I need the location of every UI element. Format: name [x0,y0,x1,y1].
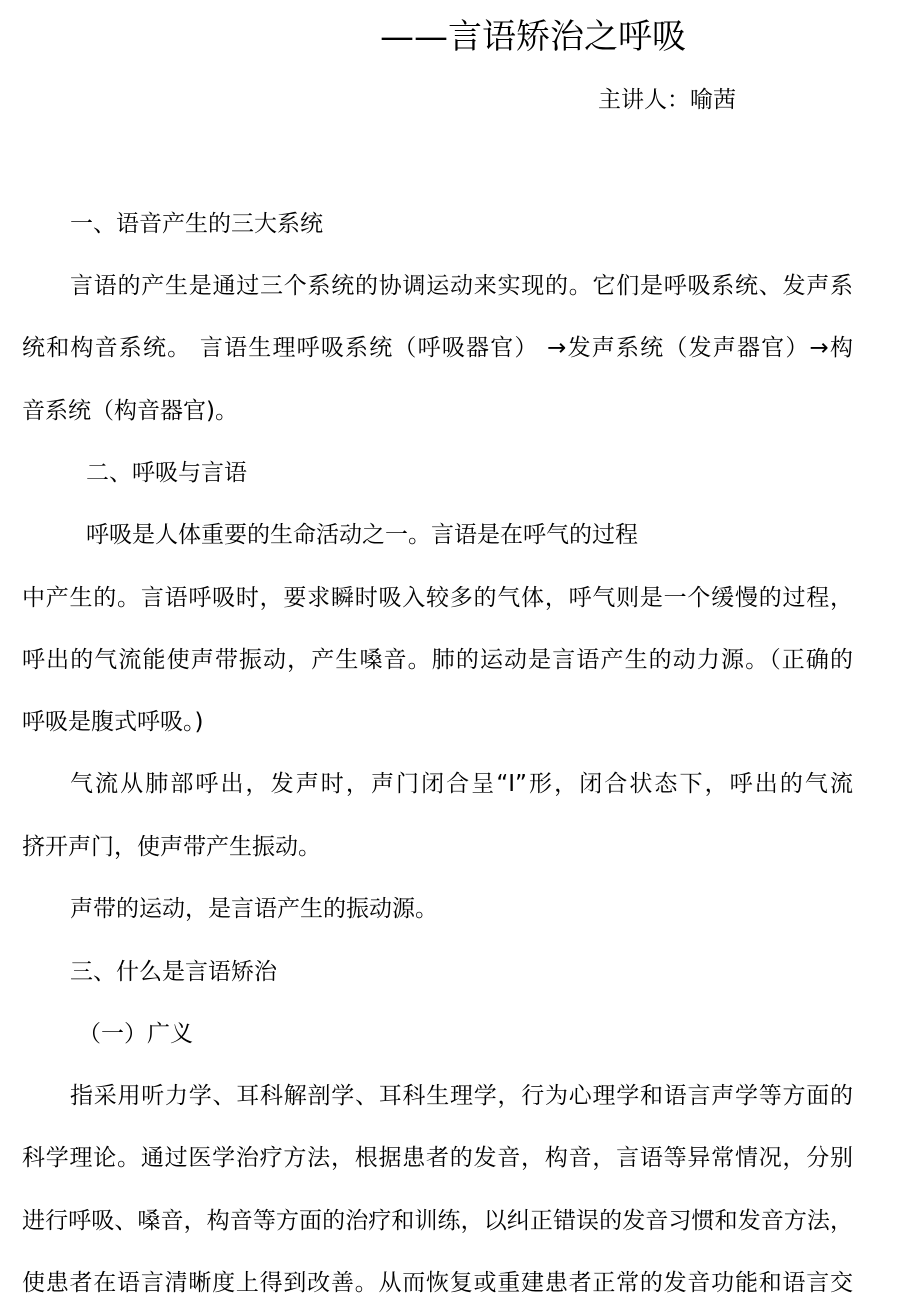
speaker-line: 主讲人：喻茜 [598,87,736,113]
subsection-heading: （一）广义 [78,1021,193,1047]
document-title: ——言语矫治之呼吸 [380,17,686,57]
paragraph-line: 音系统（构音器官)。 [22,398,238,424]
paragraph-line: 呼吸是人体重要的生命活动之一。言语是在呼气的过程 [86,522,638,548]
paragraph-line: 挤开声门，使声带产生振动。 [22,834,321,860]
paragraph-line: 使患者在语言清晰度上得到改善。从而恢复或重建患者正常的发音功能和语言交 [22,1270,853,1296]
paragraph-line: 言语的产生是通过三个系统的协调运动来实现的。它们是呼吸系统、发声系 [70,273,853,299]
paragraph-line: 指采用听力学、耳科解剖学、耳科生理学，行为心理学和语言声学等方面的 [70,1083,853,1109]
paragraph-line: 中产生的。言语呼吸时，要求瞬时吸入较多的气体，呼气则是一个缓慢的过程， [22,585,853,611]
paragraph-line: 呼出的气流能使声带振动，产生嗓音。肺的运动是言语产生的动力源。（正确的 [22,647,853,673]
paragraph-line: 统和构音系统。 言语生理呼吸系统（呼吸器官） →发声系统（发声器官）→构 [22,335,853,361]
paragraph-line: 声带的运动，是言语产生的振动源。 [70,896,438,922]
paragraph-line: 呼吸是腹式呼吸。) [22,709,204,735]
paragraph-line: 科学理论。通过医学治疗方法，根据患者的发音，构音，言语等异常情况，分别 [22,1145,853,1171]
paragraph-line: 进行呼吸、嗓音，构音等方面的治疗和训练，以纠正错误的发音习惯和发音方法， [22,1208,853,1234]
section-heading-3: 三、什么是言语矫治 [70,959,277,985]
paragraph-line: 气流从肺部呼出，发声时，声门闭合呈“I”形，闭合状态下，呼出的气流 [70,771,853,797]
section-heading-2: 二、呼吸与言语 [86,460,247,486]
section-heading-1: 一、语音产生的三大系统 [70,211,323,237]
